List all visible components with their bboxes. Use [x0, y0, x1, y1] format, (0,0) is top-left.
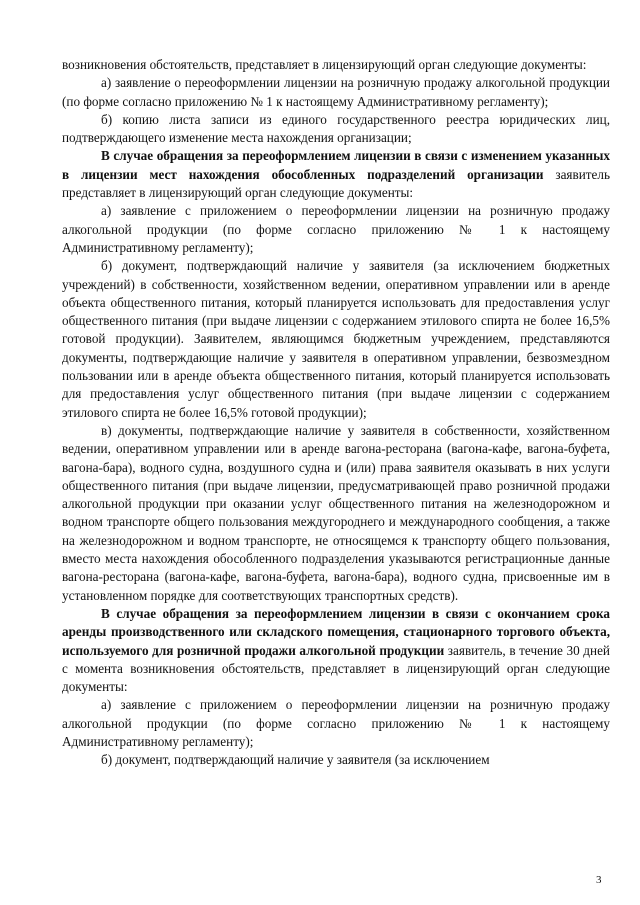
document-body [62, 56, 610, 770]
paragraph: а) заявление с приложением о переоформлении лицензии на розничную продажу алкогольной продукции (по форме согласно приложению № 1 к настоящему Административному регламенту); [62, 203, 610, 255]
paragraph-text: заявитель, в течение 30 дней с момента возникновения обстоятельств, представляет в лицензирующий орган следующие документы: [62, 642, 610, 695]
paragraph: в) документы, подтверждающие наличие у заявителя в собственности, хозяйственном ведении, оперативном управлении или в аренде вагона-ресторана (вагона-кафе, вагона-буфета, вагона-бара), водного судна, воздушного судна и (или) права заявителя оказывать в них услуги общественного питания (при выдаче лицензии, предусматривающей право розничной продажи алкогольной продукции при оказании услуг общественного питания на железнодорожном и водном транспорте общего пользования междугороднего и международного сообщения, а также на железнодорожном и водном транспорте, не относящемся к транспорту общего пользования, вместо места нахождения обособленного подразделения указываются регистрационные данные вагона-ресторана (вагона-кафе, вагона-буфета, вагона-бара), водного судна, присвоенные им в установленном порядке для соответствующих транспортных средств). [62, 422, 610, 603]
paragraph: б) документ, подтверждающий наличие у заявителя (за исключением бюджетных учреждений) в собственности, хозяйственном ведении, оперативном управлении или в аренде объекта общественного питания, который планируется использовать для предоставления услуг общественного питания (при выдаче лицензии с содержанием этилового спирта не более 16,5% готовой продукции). Заявителем, являющимся бюджетным учреждением, представляются документы, подтверждающие наличие у заявителя в оперативном управлении, безвозмездном пользовании или в аренде объекта общественного питания, который планируется использовать для предоставления услуг общественного питания (при выдаче лицензии с содержанием этилового спирта не более 16,5% готовой продукции); [62, 258, 610, 420]
paragraph [62, 605, 610, 696]
paragraph [62, 147, 610, 202]
paragraph: б) документ, подтверждающий наличие у заявителя (за исключением [101, 752, 490, 768]
paragraph: а) заявление с приложением о переоформлении лицензии на розничную продажу алкогольной продукции (по форме согласно приложению № 1 к настоящему Административному регламенту); [62, 697, 610, 749]
page-number: 3 [596, 874, 602, 886]
paragraph: б) копию листа записи из единого государственного реестра юридических лиц, подтверждающего изменение места нахождения организации; [62, 111, 610, 146]
paragraph-text: заявитель представляет в лицензирующий орган следующие документы: [62, 166, 610, 201]
paragraph: возникновения обстоятельств, представляет в лицензирующий орган следующие документы: [62, 57, 587, 72]
bold-heading-text: В случае обращения за переоформлением лицензии в связи с окончанием срока аренды производственного или складского помещения, стационарного торгового объекта, используемого для розничной продажи алкогольной продукции [62, 605, 610, 658]
bold-heading-text: В случае обращения за переоформлением лицензии в связи с изменением указанных в лицензии мест нахождения обособленных подразделений организации [62, 148, 610, 182]
paragraph: а) заявление о переоформлении лицензии на розничную продажу алкогольной продукции (по форме согласно приложению № 1 к настоящему Административному регламенту); [62, 75, 610, 109]
